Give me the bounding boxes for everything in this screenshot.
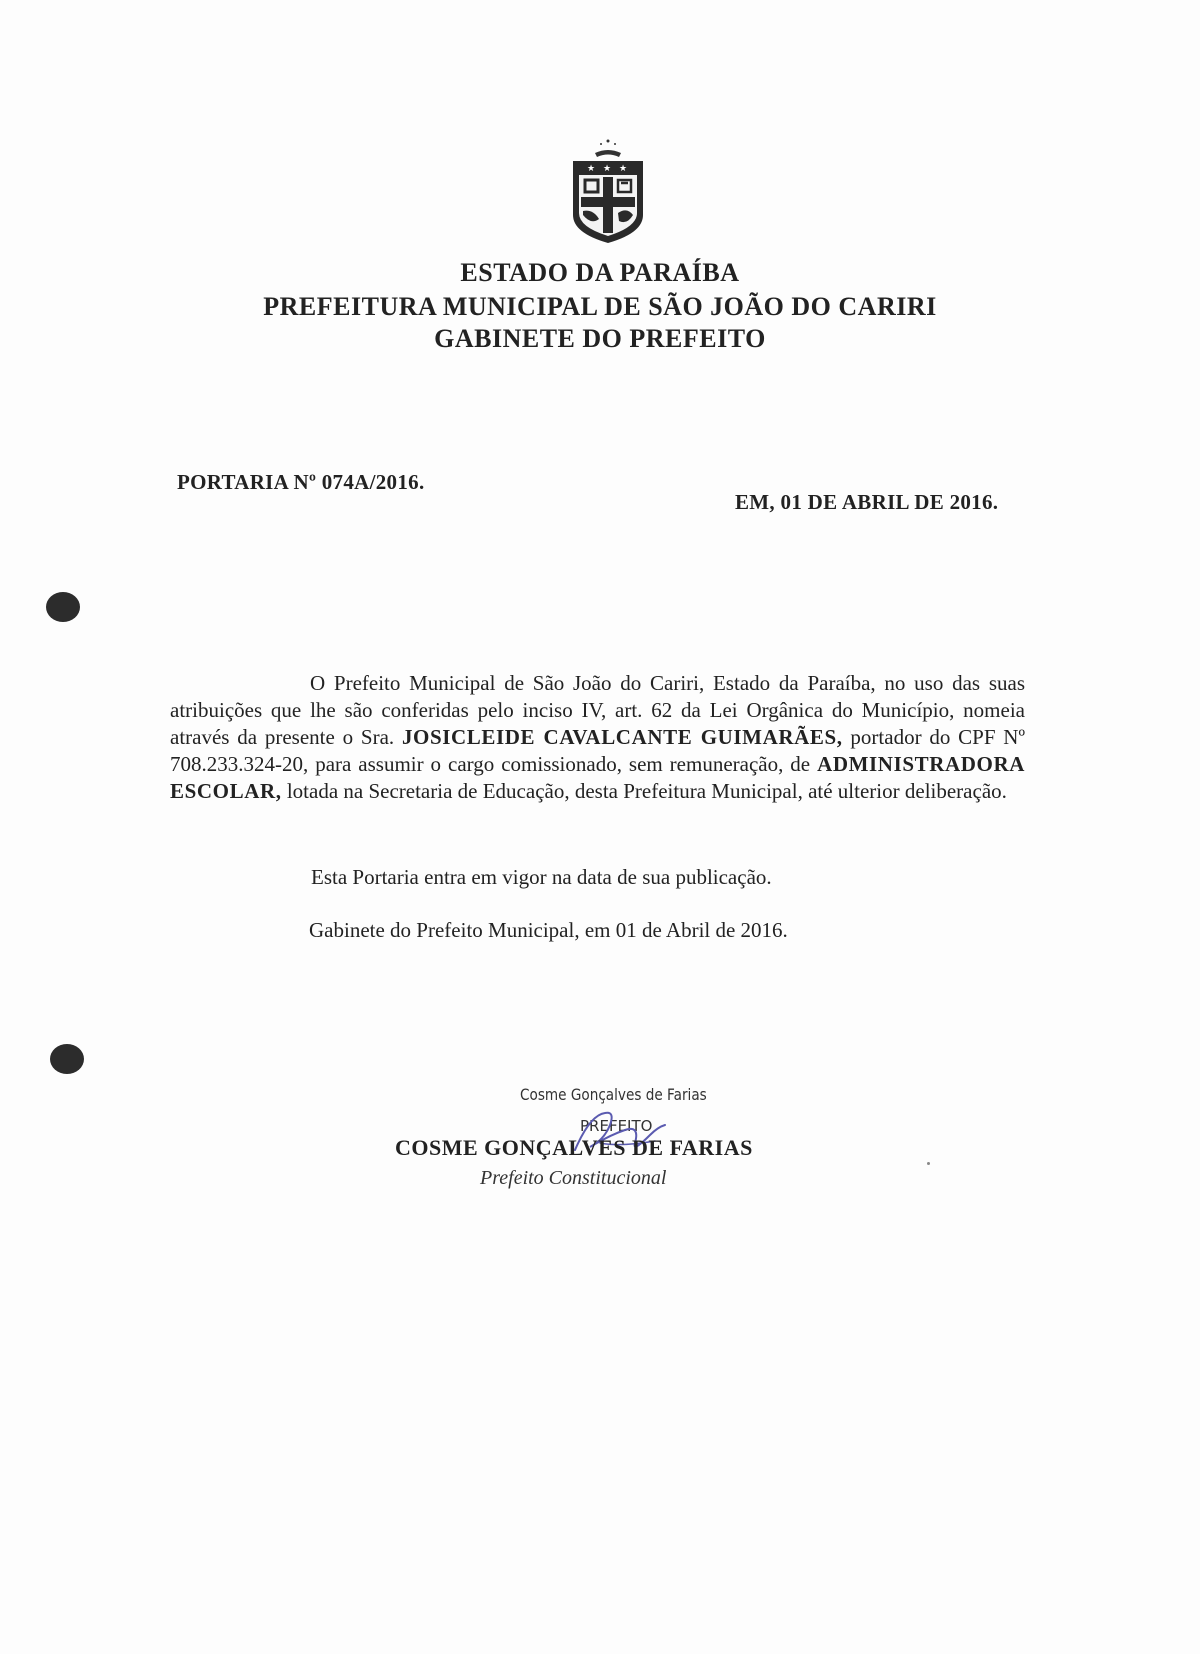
paper-speck [927, 1162, 930, 1165]
mayor-title: Prefeito Constitucional [480, 1167, 667, 1189]
portaria-date: EM, 01 DE ABRIL DE 2016. [735, 490, 999, 514]
signature-block [380, 1085, 800, 1205]
coat-of-arms-icon [563, 135, 653, 250]
punch-hole [46, 592, 80, 622]
svg-text:★: ★ [587, 163, 596, 173]
body-text-part-3: lotada na Secretaria de Educação, desta Prefeitura Municipal, até ulterior deliberação. [281, 779, 1007, 803]
body-paragraph-effective: Esta Portaria entra em vigor na data de sua publicação. [311, 865, 772, 889]
body-paragraph-main [170, 670, 1025, 805]
svg-text:★: ★ [619, 163, 628, 173]
mayor-name: COSME GONÇALVES DE FARIAS [395, 1135, 753, 1160]
header-office: GABINETE DO PREFEITO [434, 324, 766, 353]
punch-hole [50, 1044, 84, 1074]
stamp-role: PREFEITO [580, 1117, 653, 1135]
stamp-name: Cosme Gonçalves de Farias [520, 1085, 707, 1104]
portaria-number: PORTARIA Nº 074A/2016. [177, 470, 425, 494]
body-text-part-2: portador do CPF Nº 708.233.324-20, para assumir o cargo comissionado, sem remuneração, de [170, 725, 1025, 776]
svg-text:★: ★ [603, 163, 612, 173]
header-state: ESTADO DA PARAÍBA [460, 258, 740, 287]
appointee-role: ADMINISTRADORA ESCOLAR, [170, 752, 1025, 803]
appointee-name: JOSICLEIDE CAVALCANTE GUIMARÃES, [401, 725, 843, 749]
body-paragraph-closing: Gabinete do Prefeito Municipal, em 01 de Abril de 2016. [309, 918, 788, 942]
header-municipality: PREFEITURA MUNICIPAL DE SÃO JOÃO DO CARIRI [263, 292, 937, 321]
body-text-part-1: O Prefeito Municipal de São João do Cariri, Estado da Paraíba, no uso das suas atribuições que lhe são conferidas pelo inciso IV, art. 62 da Lei Orgânica do Município, nomeia através da presente o Sra. [170, 671, 1025, 749]
